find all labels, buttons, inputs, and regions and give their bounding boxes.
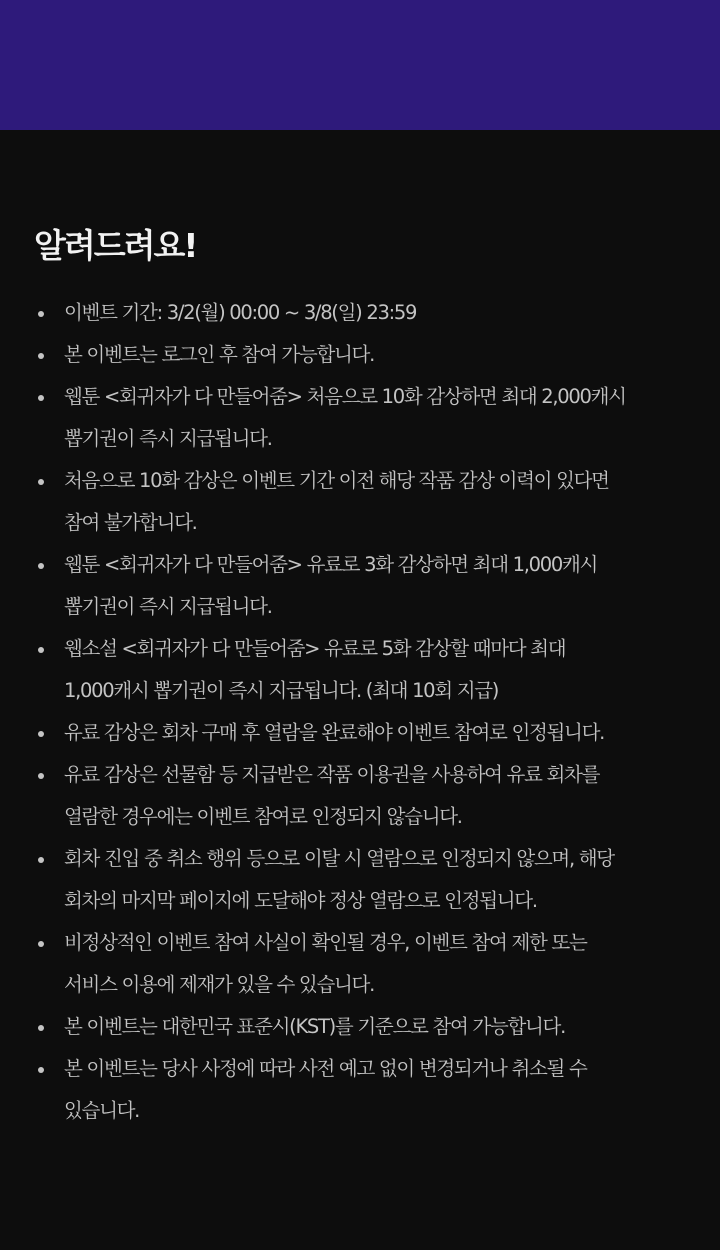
notice-item bbox=[0, 292, 680, 334]
bullet-icon bbox=[38, 1025, 44, 1031]
notice-item bbox=[0, 1048, 680, 1132]
notice-item-text: 비정상적인 이벤트 참여 사실이 확인될 경우, 이벤트 참여 제한 또는 bbox=[64, 931, 587, 954]
notice-item-text: 웹툰 <회귀자가 다 만들어줌> 유료로 3화 감상하면 최대 1,000캐시 bbox=[64, 553, 598, 576]
notice-list bbox=[0, 292, 720, 1132]
notice-item-text: 서비스 이용에 제재가 있을 수 있습니다. bbox=[64, 973, 374, 996]
notice-item-text: 회차의 마지막 페이지에 도달해야 정상 열람으로 인정됩니다. bbox=[64, 889, 537, 912]
notice-item-text: 유료 감상은 선물함 등 지급받은 작품 이용권을 사용하여 유료 회차를 bbox=[64, 763, 600, 786]
top-banner bbox=[0, 0, 720, 130]
bullet-icon bbox=[38, 857, 44, 863]
notice-section bbox=[0, 130, 720, 1250]
notice-item bbox=[0, 1006, 680, 1048]
notice-title: 알려드려요! bbox=[34, 226, 197, 265]
bullet-icon bbox=[38, 941, 44, 947]
bullet-icon bbox=[38, 773, 44, 779]
notice-item-text: 1,000캐시 뽑기권이 즉시 지급됩니다. (최대 10회 지급) bbox=[64, 679, 499, 702]
bullet-icon bbox=[38, 1067, 44, 1073]
notice-item-text: 웹소설 <회귀자가 다 만들어줌> 유료로 5화 감상할 때마다 최대 bbox=[64, 637, 566, 660]
notice-item bbox=[0, 922, 680, 1006]
notice-item bbox=[0, 838, 680, 922]
bullet-icon bbox=[38, 353, 44, 359]
bullet-icon bbox=[38, 731, 44, 737]
notice-item bbox=[0, 376, 680, 460]
notice-item-text: 회차 진입 중 취소 행위 등으로 이탈 시 열람으로 인정되지 않으며, 해당 bbox=[64, 847, 614, 870]
notice-item-text: 웹툰 <회귀자가 다 만들어줌> 처음으로 10화 감상하면 최대 2,000캐시 bbox=[64, 385, 626, 408]
notice-item-text: 본 이벤트는 로그인 후 참여 가능합니다. bbox=[64, 343, 374, 366]
notice-item-text: 본 이벤트는 당사 사정에 따라 사전 예고 없이 변경되거나 취소될 수 bbox=[64, 1057, 587, 1080]
notice-item-text: 열람한 경우에는 이벤트 참여로 인정되지 않습니다. bbox=[64, 805, 462, 828]
bullet-icon bbox=[38, 647, 44, 653]
notice-item bbox=[0, 460, 680, 544]
notice-item bbox=[0, 628, 680, 712]
bullet-icon bbox=[38, 563, 44, 569]
notice-item bbox=[0, 754, 680, 838]
notice-item-text: 있습니다. bbox=[64, 1099, 140, 1122]
notice-item-text: 처음으로 10화 감상은 이벤트 기간 이전 해당 작품 감상 이력이 있다면 bbox=[64, 469, 609, 492]
bullet-icon bbox=[38, 395, 44, 401]
notice-item bbox=[0, 544, 680, 628]
notice-item bbox=[0, 334, 680, 376]
bullet-icon bbox=[38, 479, 44, 485]
notice-item-text: 본 이벤트는 대한민국 표준시(KST)를 기준으로 참여 가능합니다. bbox=[64, 1015, 565, 1038]
notice-item-text: 뽑기권이 즉시 지급됩니다. bbox=[64, 427, 272, 450]
bullet-icon bbox=[38, 311, 44, 317]
notice-item-text: 이벤트 기간: 3/2(월) 00:00 ~ 3/8(일) 23:59 bbox=[64, 301, 417, 324]
notice-item-text: 참여 불가합니다. bbox=[64, 511, 197, 534]
notice-item-text: 뽑기권이 즉시 지급됩니다. bbox=[64, 595, 272, 618]
notice-item-text: 유료 감상은 회차 구매 후 열람을 완료해야 이벤트 참여로 인정됩니다. bbox=[64, 721, 605, 744]
notice-item bbox=[0, 712, 680, 754]
